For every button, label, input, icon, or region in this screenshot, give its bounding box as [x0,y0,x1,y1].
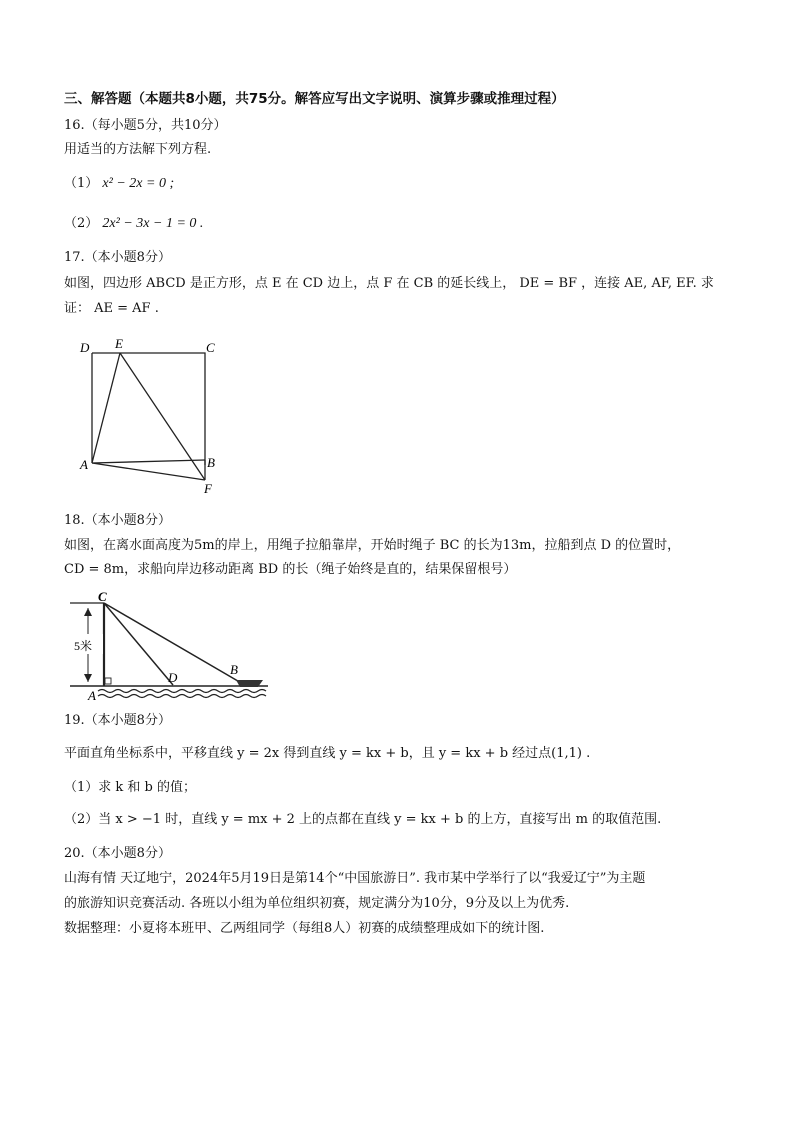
label-b: B [230,662,238,677]
q16-part2 [64,215,203,233]
label-a: A [80,457,88,472]
q18-text-line1: 如图，在离水面高度为5m的岸上，用绳子拉船靠岸，开始时绳子 BC 的长为13m，拉船到点 D 的位置时， [64,538,681,553]
label-d: D [80,340,90,355]
q20-text-line2: 的旅游知识竞赛活动. 各班以小组为单位组织初赛，规定满分为10分，9分及以上为优秀. [64,896,570,911]
q20-text-line1: 山海有情 天辽地宁，2024年5月19日是第14个“中国旅游日”. 我市某中学举行了以“我爱辽宁”为主题 [64,871,646,886]
q19-text-line1: 平面直角坐标系中，平移直线 y = 2x 得到直线 y = kx + b，且 y = kx + b 经过点(1,1) . [64,746,591,761]
q16-intro: 用适当的方法解下列方程. [64,142,212,157]
q16-part2-label: （2） [64,216,99,231]
q19-header: 19.（本小题8分） [64,713,171,728]
q16-part1-equation: x² − 2x = 0 ; [102,176,175,191]
boat-rope-figure [68,588,273,706]
q19-part1: （1）求 k 和 b 的值； [64,780,196,795]
label-c: C [206,340,215,355]
q16-header: 16.（每小题5分，共10分） [64,118,227,133]
label-f: F [204,481,212,495]
q20-text-line3: 数据整理：小夏将本班甲、乙两组同学（每组8人）初赛的成绩整理成如下的统计图. [64,921,545,936]
section-title: 三、解答题（本题共8小题，共75分。解答应写出文字说明、演算步骤或推理过程） [64,91,565,107]
label-e: E [115,336,123,351]
q18-text-line2: CD = 8m，求船向岸边移动距离 BD 的长（绳子始终是直的，结果保留根号） [64,562,517,577]
height-label: 5米 [74,639,93,653]
square-abcd-figure [70,335,230,495]
water-wave-2 [98,695,266,698]
q20-header: 20.（本小题8分） [64,846,171,861]
q17-header: 17.（本小题8分） [64,250,171,265]
q19-part2: （2）当 x > −1 时，直线 y = mx + 2 上的点都在直线 y = kx + b 的上方，直接写出 m 的取值范围. [64,812,662,827]
label-b: B [207,455,215,470]
label-a: A [88,688,96,703]
water-wave-1 [98,690,266,693]
label-c: C [98,589,107,604]
q18-header: 18.（本小题8分） [64,513,171,528]
label-d: D [168,670,178,685]
q16-part1-label: （1） [64,176,99,191]
q17-text-line1: 如图，四边形 ABCD 是正方形，点 E 在 CD 边上，点 F 在 CB 的延长线上， DE = BF ，连接 AE, AF, EF. 求 [64,276,714,291]
q17-text-line2: 证： AE = AF . [64,301,159,316]
q16-part2-equation: 2x² − 3x − 1 = 0 . [102,216,204,231]
q16-part1 [64,175,174,193]
